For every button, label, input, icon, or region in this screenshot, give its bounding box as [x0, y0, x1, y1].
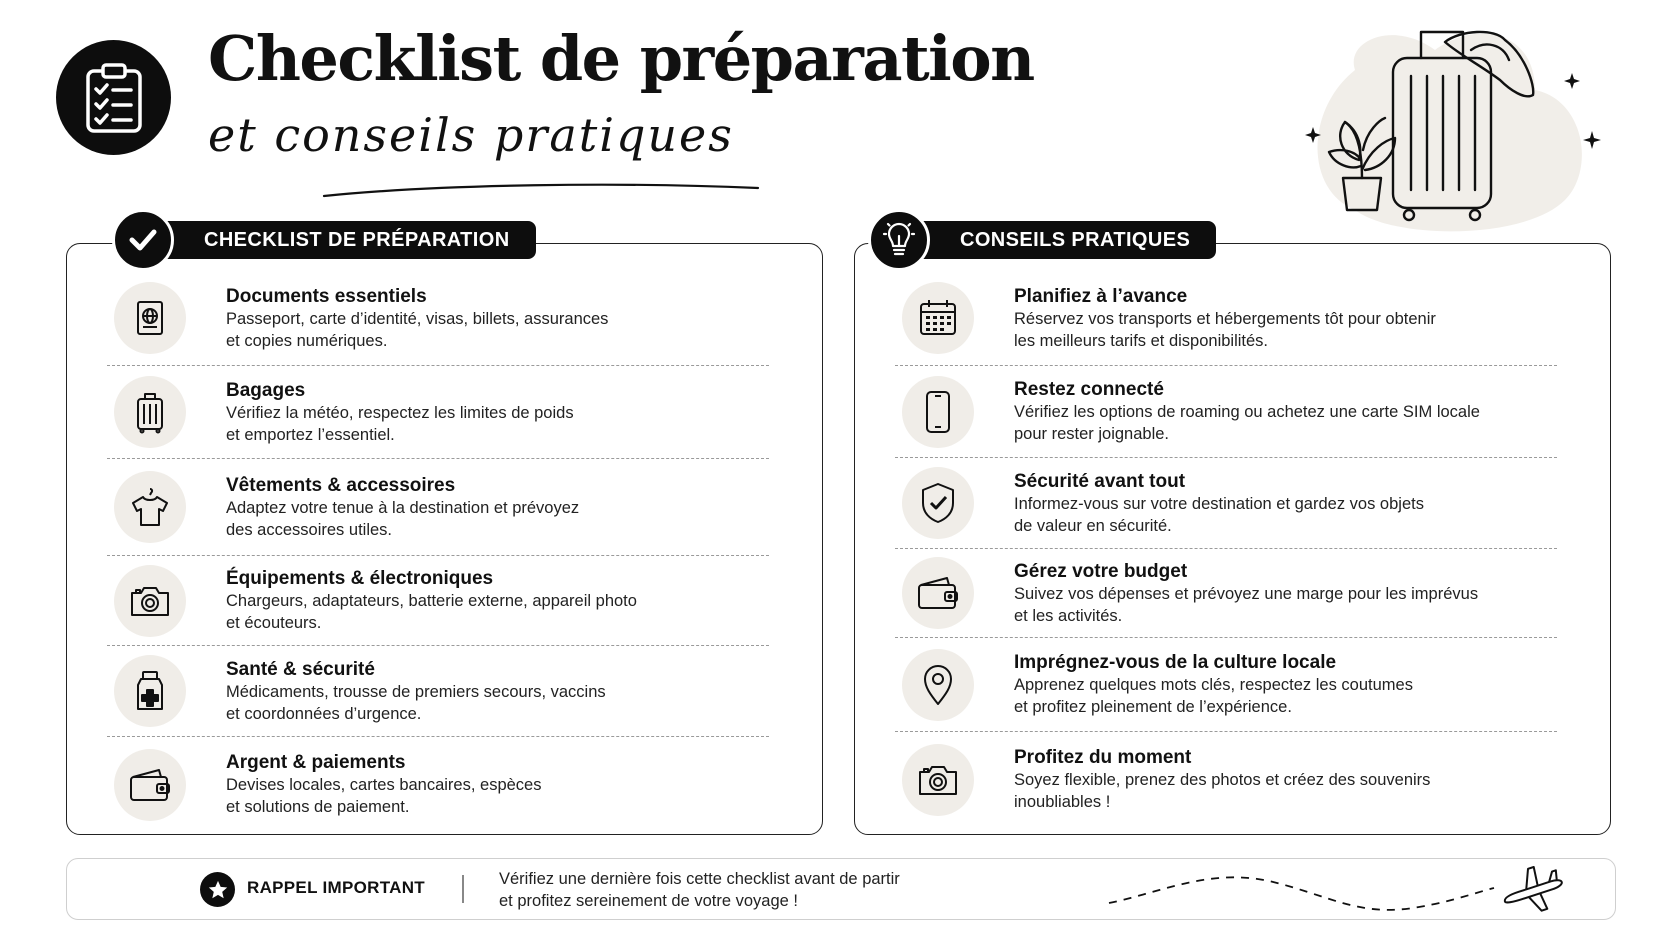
item-description: Vérifiez les options de roaming ou achetez une carte SIM locale pour rester joignable.	[1014, 403, 1480, 443]
checklist-list	[107, 271, 769, 832]
wallet-icon	[114, 749, 186, 821]
map-pin-icon	[902, 649, 974, 721]
list-item	[107, 366, 769, 459]
list-item	[895, 638, 1557, 732]
tips-heading: CONSEILS PRATIQUES	[920, 221, 1216, 259]
list-item	[107, 646, 769, 737]
tips-list	[895, 271, 1557, 827]
item-title: Sécurité avant tout	[1014, 470, 1186, 492]
page-title: Checklist de préparation	[208, 22, 1034, 95]
phone-icon	[902, 376, 974, 448]
checklist-badge	[112, 210, 536, 270]
camera-icon	[114, 565, 186, 637]
calendar-icon	[902, 282, 974, 354]
list-item	[895, 549, 1557, 638]
list-item	[895, 732, 1557, 827]
clipboard-logo	[56, 40, 171, 155]
wallet-icon	[902, 557, 974, 629]
list-item	[107, 737, 769, 832]
item-title: Planifiez à l’avance	[1014, 285, 1188, 307]
reminder-bar	[66, 858, 1616, 920]
tips-badge	[868, 210, 1216, 270]
list-item	[107, 459, 769, 556]
item-title: Profitez du moment	[1014, 747, 1192, 768]
reminder-text: Vérifiez une dernière fois cette checklist avant de partir et profitez sereinement de votre voyage !	[499, 870, 900, 910]
page-subtitle: et conseils pratiques	[208, 108, 734, 162]
medicine-icon	[114, 655, 186, 727]
item-title: Gérez votre budget	[1014, 560, 1188, 582]
star-icon	[200, 872, 235, 907]
item-title: Documents essentiels	[226, 285, 427, 307]
airplane-icon	[1099, 863, 1569, 919]
shirt-icon	[114, 471, 186, 543]
item-description: Informez-vous sur votre destination et gardez vos objets de valeur en sécurité.	[1014, 494, 1424, 535]
title-underline	[322, 176, 762, 200]
item-title: Imprégnez-vous de la culture locale	[1014, 652, 1337, 673]
item-description: Passeport, carte d’identité, visas, billets, assurances et copies numériques.	[226, 309, 609, 350]
item-description: Vérifiez la météo, respectez les limites de poids et emportez l’essentiel.	[226, 403, 574, 444]
item-title: Santé & sécurité	[226, 658, 375, 680]
luggage-illustration	[1285, 10, 1615, 235]
item-title: Équipements & électroniques	[226, 568, 494, 589]
item-description: Soyez flexible, prenez des photos et créez des souvenirs inoubliables !	[1014, 771, 1431, 811]
checklist-panel	[66, 243, 823, 835]
lightbulb-icon	[868, 209, 930, 271]
item-description: Devises locales, cartes bancaires, espèces et solutions de paiement.	[226, 776, 542, 816]
reminder-label: RAPPEL IMPORTANT	[247, 878, 425, 897]
item-description: Chargeurs, adaptateurs, batterie externe, appareil photo et écouteurs.	[226, 592, 637, 632]
item-title: Argent & paiements	[226, 752, 406, 773]
item-description: Médicaments, trousse de premiers secours, vaccins et coordonnées d’urgence.	[226, 682, 606, 723]
check-icon	[112, 209, 174, 271]
divider	[462, 875, 464, 903]
item-description: Adaptez votre tenue à la destination et prévoyez des accessoires utiles.	[226, 498, 580, 539]
list-item	[895, 271, 1557, 366]
item-title: Restez connecté	[1014, 379, 1164, 400]
item-description: Réservez vos transports et hébergements tôt pour obtenir les meilleurs tarifs et disponibilités.	[1014, 309, 1436, 350]
list-item	[107, 556, 769, 646]
item-description: Suivez vos dépenses et prévoyez une marge pour les imprévus et les activités.	[1014, 584, 1479, 625]
item-description: Apprenez quelques mots clés, respectez les coutumes et profitez pleinement de l’expérience.	[1014, 676, 1413, 716]
clipboard-icon	[83, 62, 145, 134]
passport-icon	[114, 282, 186, 354]
list-item	[107, 271, 769, 366]
item-title: Bagages	[226, 379, 306, 401]
tips-panel	[854, 243, 1611, 835]
suitcase-icon	[114, 376, 186, 448]
camera-icon	[902, 744, 974, 816]
shield-icon	[902, 467, 974, 539]
list-item	[895, 458, 1557, 549]
item-title: Vêtements & accessoires	[226, 474, 456, 496]
list-item	[895, 366, 1557, 458]
checklist-heading: CHECKLIST DE PRÉPARATION	[164, 221, 536, 259]
